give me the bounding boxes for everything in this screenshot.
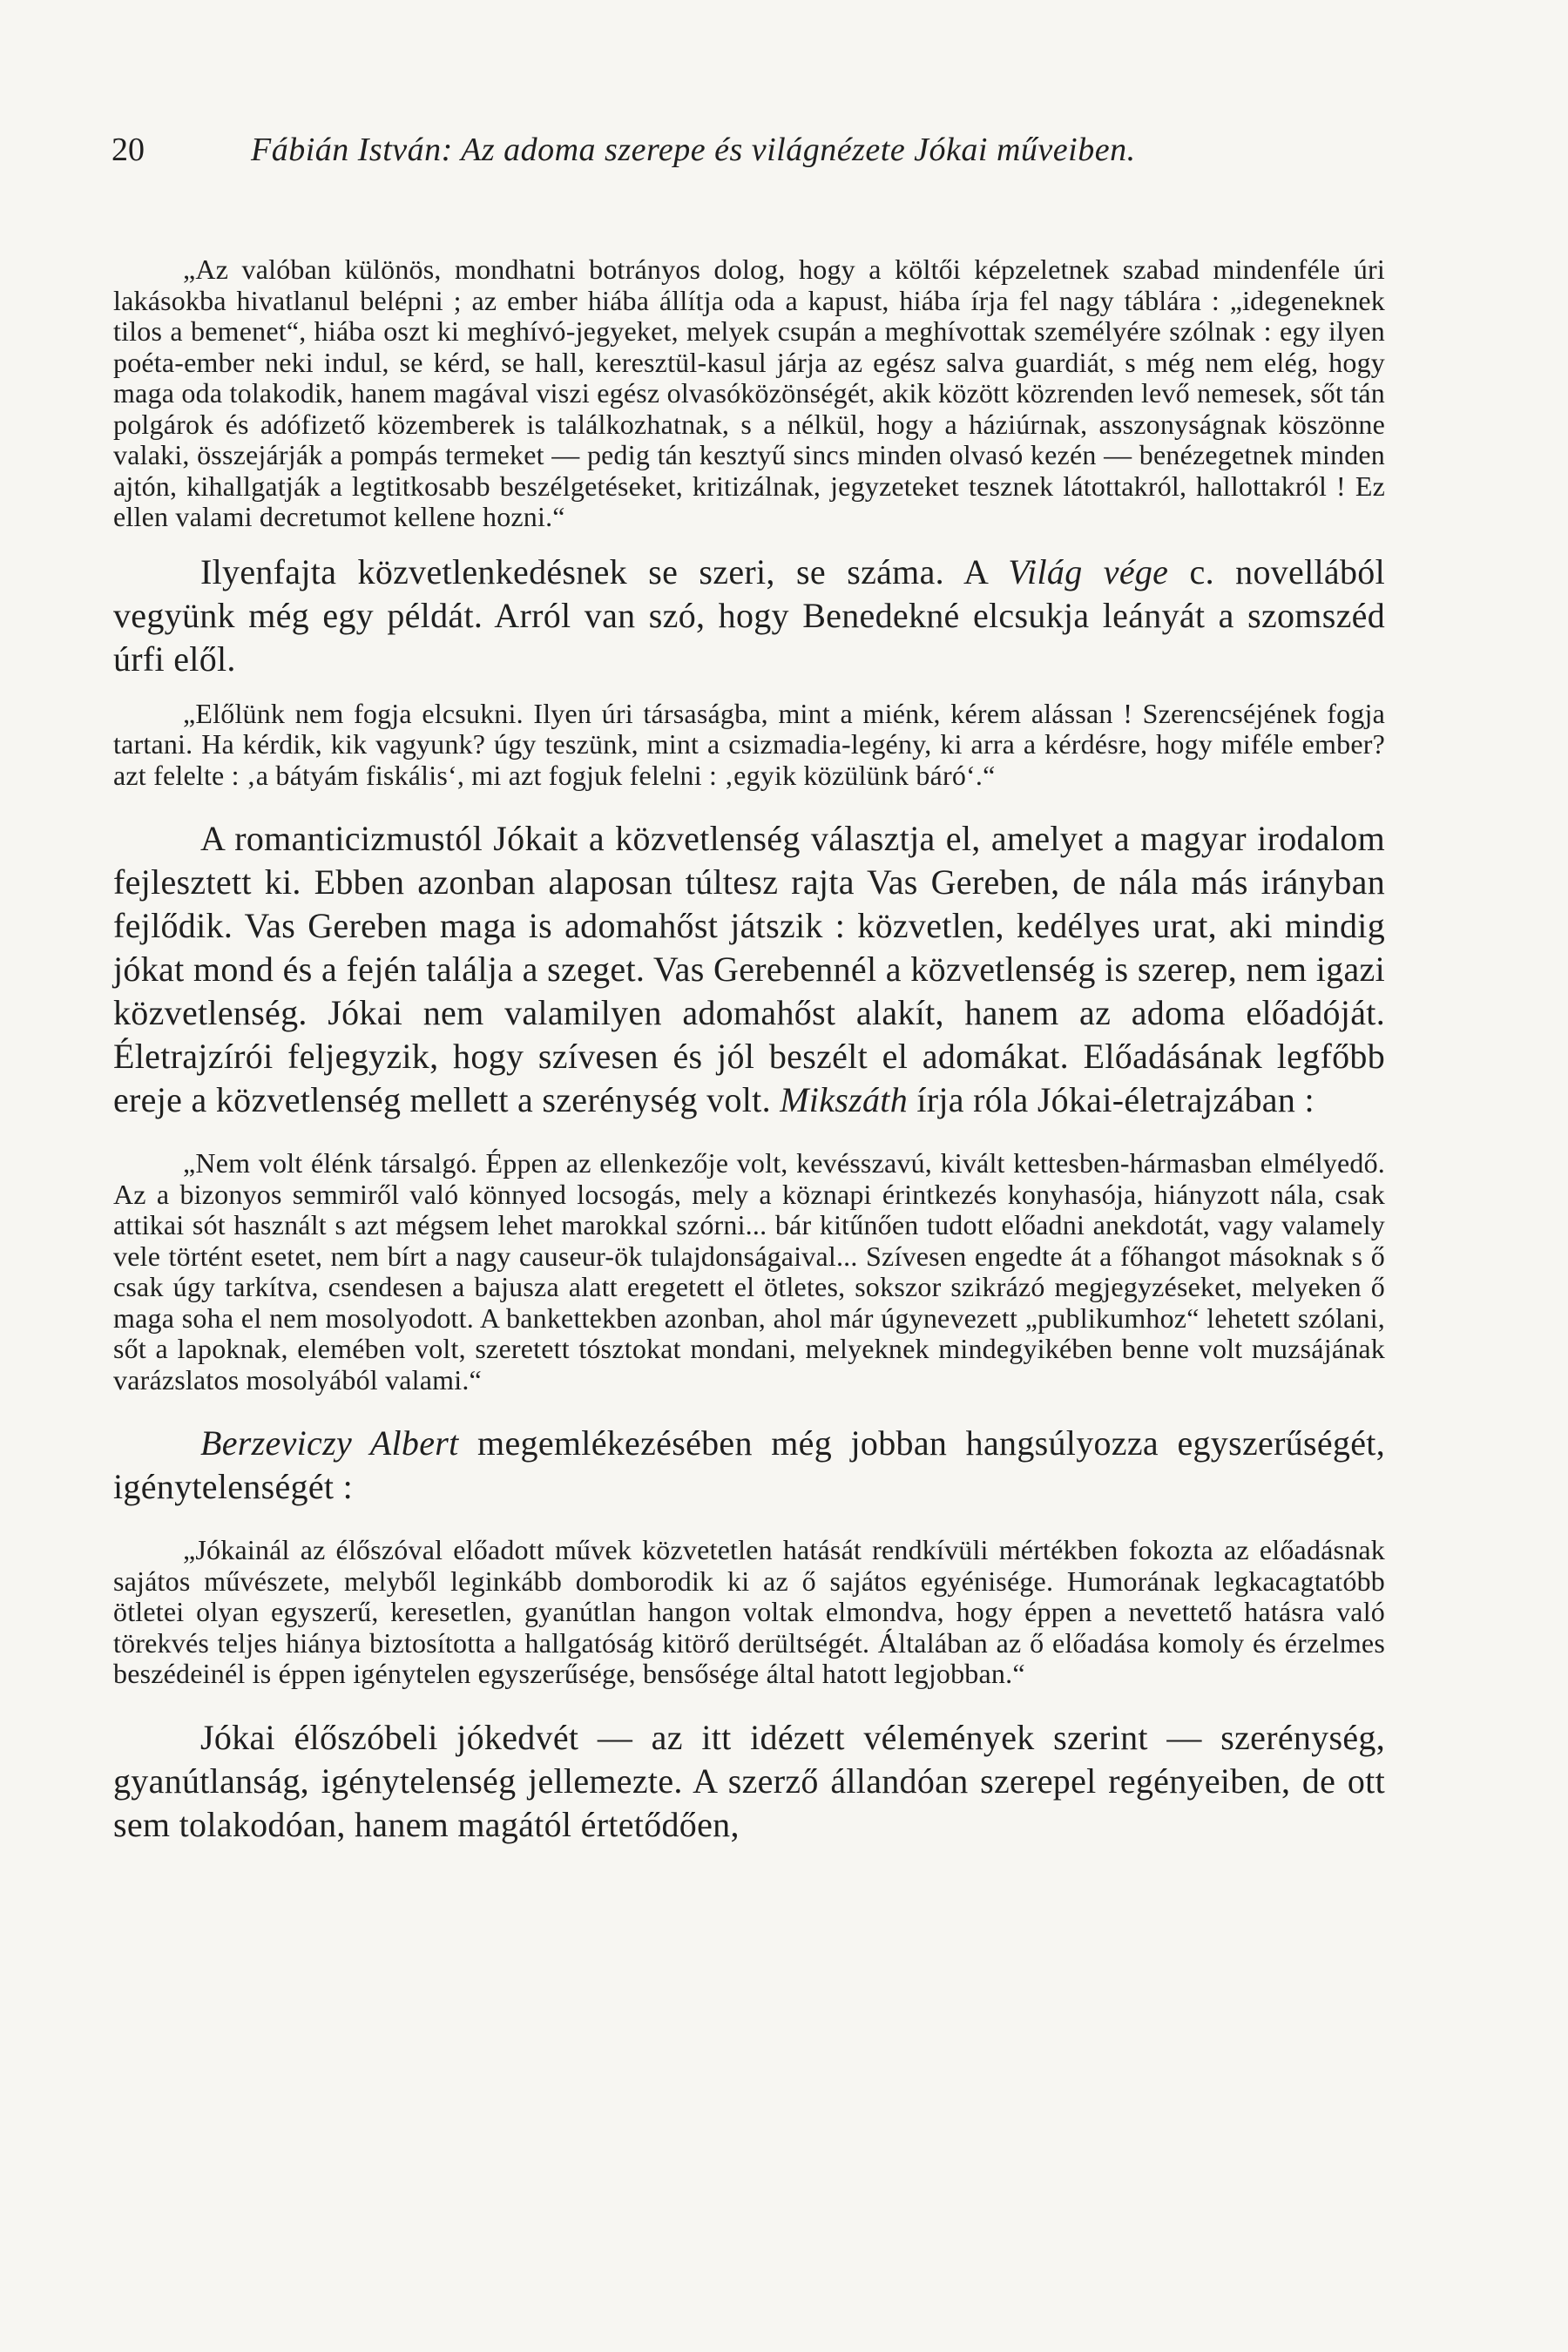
page-header <box>112 131 1261 169</box>
body-paragraph: A romanticizmustól Jókait a közvetlenség választja el, amelyet a magyar irodalom fejlesztett ki. Ebben azonban alaposan túltesz rajta Vas Gereben, de nála más irányban fejlődik. Vas Gereben maga is adomahőst játszik : közvetlen, kedélyes urat, aki mindig jókat mond és a fején találja a szeget. Vas Gerebennél a közvetlenség is szerep, nem igazi közvetlenség. Jókai nem valamilyen adomahőst alakít, hanem az adoma előadóját. Életrajzírói feljegyzik, hogy szívesen és jól beszélt el adomákat. Előadásának legfőbb ereje a közvetlenség mellett a szerénység volt. Mikszáth írja róla Jókai-életrajzában : <box>113 819 1385 1119</box>
author-name: Berzeviczy Albert <box>200 1423 459 1463</box>
quote-paragraph: „Jókainál az élőszóval előadott művek közvetetlen hatását rendkívüli mértékben fokozta az előadásnak sajátos művészete, melyből leginkább domborodik ki az ő sajátos egyénisége. Humorának legkacagtatóbb ötletei olyan egyszerű, keresetlen, gyanútlan hangon voltak elmondva, hogy éppen a nevettető hatásra való törekvés teljes hiánya biztosította a hallgatóság kitörő derültségét. Általában az ő előadása komoly és érzelmes beszédeinél is éppen igénytelen egyszerűsége, bensősége által hatott legjobban.“ <box>113 1534 1385 1689</box>
quote-paragraph: „Előlünk nem fogja elcsukni. Ilyen úri társaságba, mint a miénk, kérem alássan ! Szerencséjének fogja tartani. Ha kérdik, kik vagyunk? úgy teszünk, mint a csizmadia-legény, ki arra a kérdésre, hogy miféle ember? azt felelte : ‚a bátyám fiskális‘, mi azt fogjuk felelni : ‚egyik közülünk báró‘.“ <box>113 697 1385 791</box>
body-paragraph: Ilyenfajta közvetlenkedésnek se szeri, se száma. A Világ vége c. novellából vegyünk még egy példát. Arról van szó, hogy Benedekné elcsukja leányát a szomszéd úrfi elől. <box>113 551 1385 679</box>
author-name: Mikszáth <box>780 1080 909 1119</box>
page-number: 20 <box>112 132 145 168</box>
body-paragraph: Jókai élőszóbeli jókedvét — az itt idézett vélemények szerint — szerénység, gyanútlanság, igénytelenség jellemezte. A szerző állandóan szerepel regényeiben, de ott sem tolakodóan, hanem magától értetődően, <box>113 1717 1385 1844</box>
quote-paragraph: „Az valóban különös, mondhatni botrányos dolog, hogy a költői képzeletnek szabad mindenféle úri lakásokba hivatlanul belépni ; az ember hiába állítja oda a kapust, hiába írja fel nagy táblára : „idegeneknek tilos a bemenet“, hiába oszt ki meghívó-jegyeket, melyek csupán a meghívottak személyére szólnak : egy ilyen poéta-ember neki indul, se kérd, se hall, keresztül-kasul járja az egész salva guardiát, s még nem elég, hogy maga oda tolakodik, hanem magával viszi egész olvasóközönségét, akik között közrenden levő nemesek, sőt tán polgárok és adófizető közemberek is találkozhatnak, s a nélkül, hogy a háziúrnak, asszonyságnak köszönne valaki, összejárják a pompás termeket — pedig tán kesztyű sincs minden olvasó kezén — benézegetnek minden ajtón, kihallgatják a legtitkosabb beszélgetéseket, kritizálnak, jegyzeteket tesznek látottakról, hallottakról ! Ez ellen valami decretumot kellene hozni.“ <box>113 253 1385 532</box>
page-body <box>113 254 1385 1847</box>
quote-paragraph: „Nem volt élénk társalgó. Éppen az ellenkezője volt, kevésszavú, kivált kettesben-hármasban elmélyedő. Az a bizonyos semmiről való könnyed locsogás, mely a köznapi érintkezés konyhasója, hiányzott nála, csak attikai sót használt s azt mégsem lehet marokkal szórni... bár kitűnően tudott előadni anekdotát, vagy valamely vele történt esetet, nem bírt a nagy causeur-ök tulajdonságaival... Szívesen engedte át a főhangot másoknak s ő csak úgy tarkítva, csendesen a bajusza alatt eregetett el ötletes, sokszor szikrázó megjegyzéseket, melyeken ő maga soha el nem mosolyodott. A bankettekben azonban, ahol már úgynevezett „publikumhoz“ lehetett szólani, sőt a lapoknak, elemében volt, szeretett tósztokat mondani, melyeknek mindegyikében benne volt muzsájának varázslatos mosolyából valami.“ <box>113 1147 1385 1396</box>
body-paragraph: Berzeviczy Albert megemlékezésében még jobban hangsúlyozza egyszerűségét, igénytelenségét : <box>113 1423 1385 1506</box>
running-title: Fábián István: Az adoma szerepe és világnézete Jókai műveiben. <box>251 132 1136 168</box>
work-title: Világ vége <box>1008 551 1169 591</box>
